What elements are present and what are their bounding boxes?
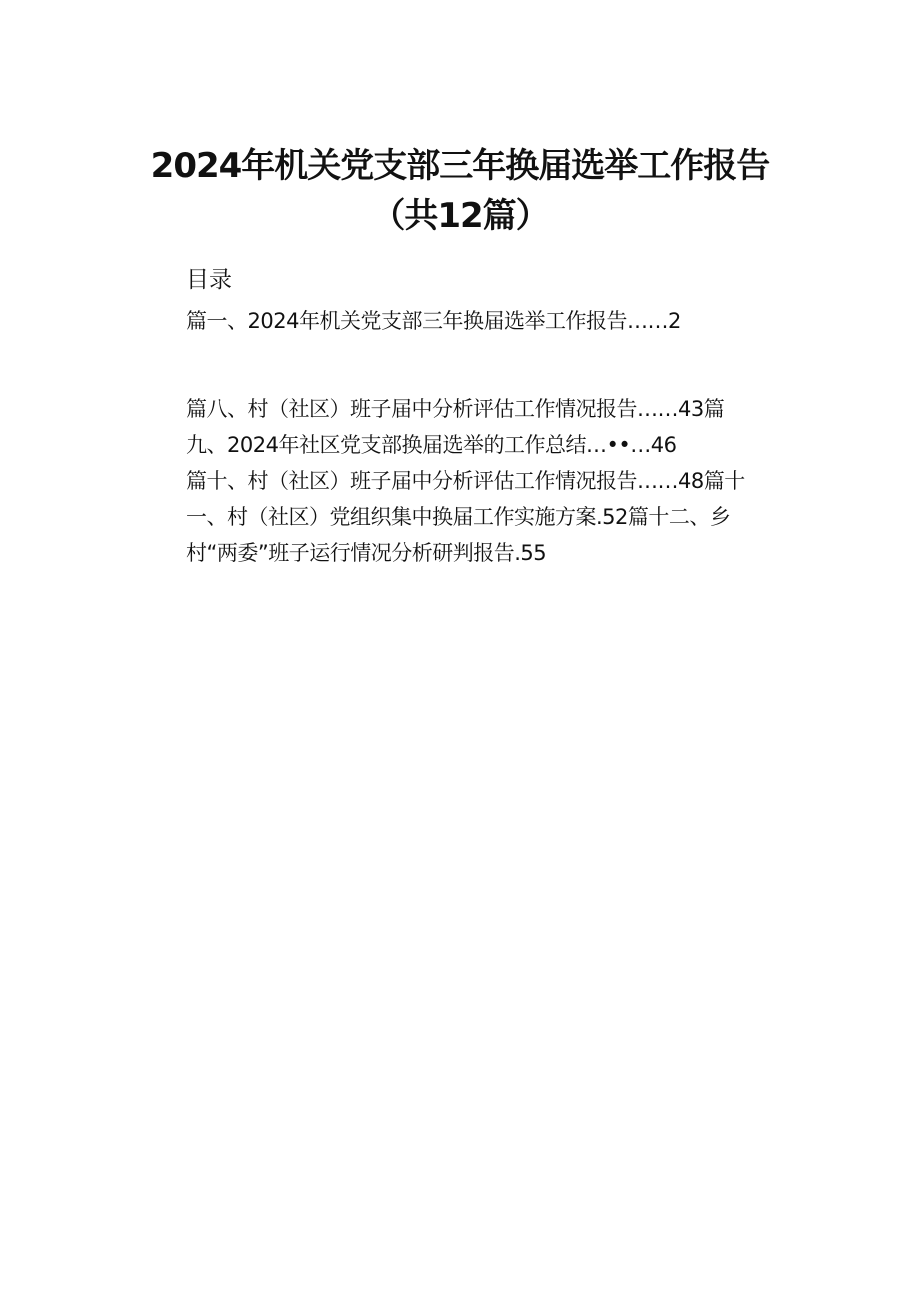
toc-entry: 一、村（社区）党组织集中换届工作实施方案.52篇十二、乡: [186, 505, 731, 529]
toc-entry: 篇一、2024年机关党支部三年换届选举工作报告……2: [186, 309, 681, 333]
toc-gap: [186, 334, 806, 386]
table-of-contents: [186, 264, 806, 576]
document-title: 2024年机关党支部三年换届选举工作报告: [150, 146, 770, 186]
toc-heading: 目录: [186, 267, 232, 293]
toc-entry: 篇八、村（社区）班子届中分析评估工作情况报告……43篇: [186, 397, 725, 421]
toc-entry: 九、2024年社区党支部换届选举的工作总结…••…46: [186, 433, 677, 457]
toc-entry: 村“两委”班子运行情况分析研判报告.55: [186, 541, 547, 565]
document-subtitle: （共12篇）: [371, 196, 549, 236]
toc-entry: 篇十、村（社区）班子届中分析评估工作情况报告……48篇十: [186, 469, 745, 493]
